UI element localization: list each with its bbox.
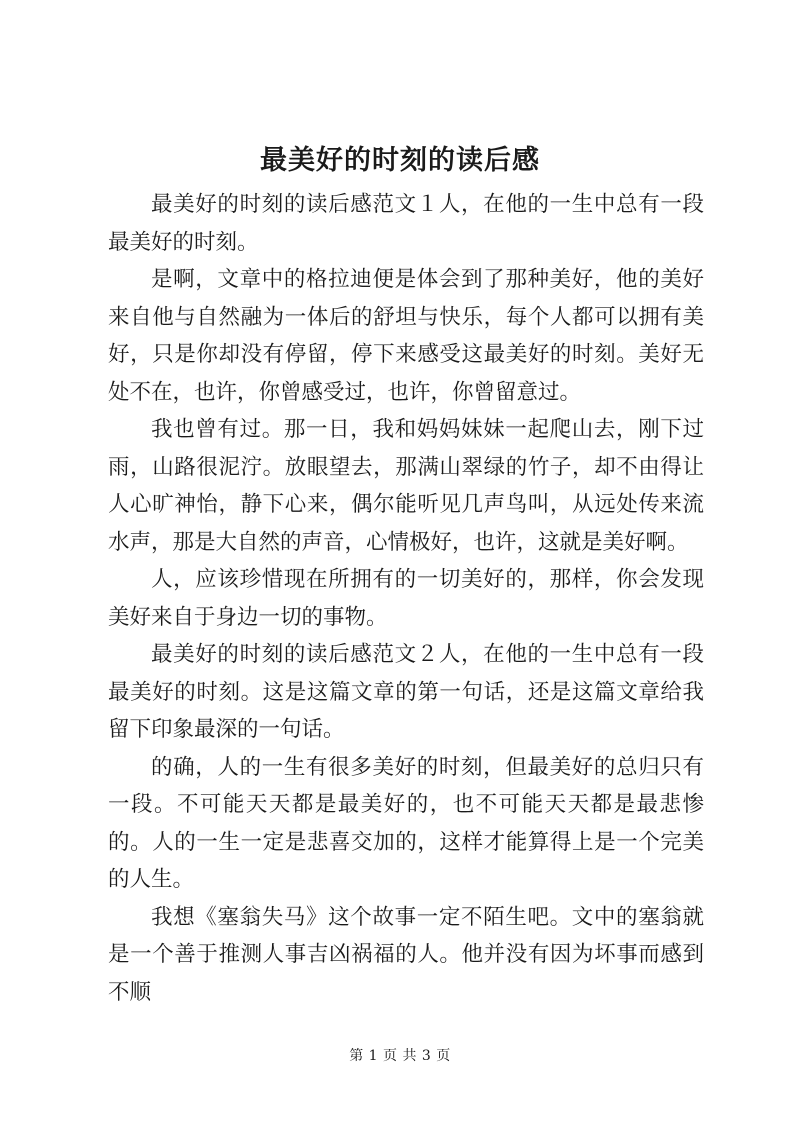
paragraph-1: 最美好的时刻的读后感范文１人，在他的一生中总有一段最美好的时刻。 bbox=[108, 192, 704, 255]
paragraph-2: 是啊，文章中的格拉迪便是体会到了那种美好，他的美好来自他与自然融为一体后的舒坦与快乐，每个人都可以拥有美好，只是你却没有停留，停下来感受这最美好的时刻。美好无处不在，也许，你曾感受过，也许，你曾留意过。 bbox=[108, 267, 704, 405]
paragraph-3: 我也曾有过。那一日，我和妈妈妹妹一起爬山去，刚下过雨，山路很泥泞。放眼望去，那满山翠绿的竹子，却不由得让人心旷神怡，静下心来，偶尔能听见几声鸟叫，从远处传来流水声，那是大自然的声音，心情极好，也许，这就是美好啊。 bbox=[108, 417, 704, 555]
document-body bbox=[108, 186, 704, 1011]
paragraph-4: 人，应该珍惜现在所拥有的一切美好的，那样，你会发现美好来自于身边一切的事物。 bbox=[108, 567, 704, 630]
paragraph-6: 的确，人的一生有很多美好的时刻，但最美好的总归只有一段。不可能天天都是最美好的，也不可能天天都是最悲惨的。人的一生一定是悲喜交加的，这样才能算得上是一个完美的人生。 bbox=[108, 754, 704, 892]
page-number-footer: 第 1 页 共 3 页 bbox=[349, 1048, 451, 1064]
paragraph-5: 最美好的时刻的读后感范文２人，在他的一生中总有一段最美好的时刻。这是这篇文章的第一句话，还是这篇文章给我留下印象最深的一句话。 bbox=[108, 642, 704, 742]
document-title: 最美好的时刻的读后感 bbox=[260, 145, 540, 176]
paragraph-7: 我想《塞翁失马》这个故事一定不陌生吧。文中的塞翁就是一个善于推测人事吉凶祸福的人。他并没有因为坏事而感到不顺 bbox=[108, 904, 704, 1005]
